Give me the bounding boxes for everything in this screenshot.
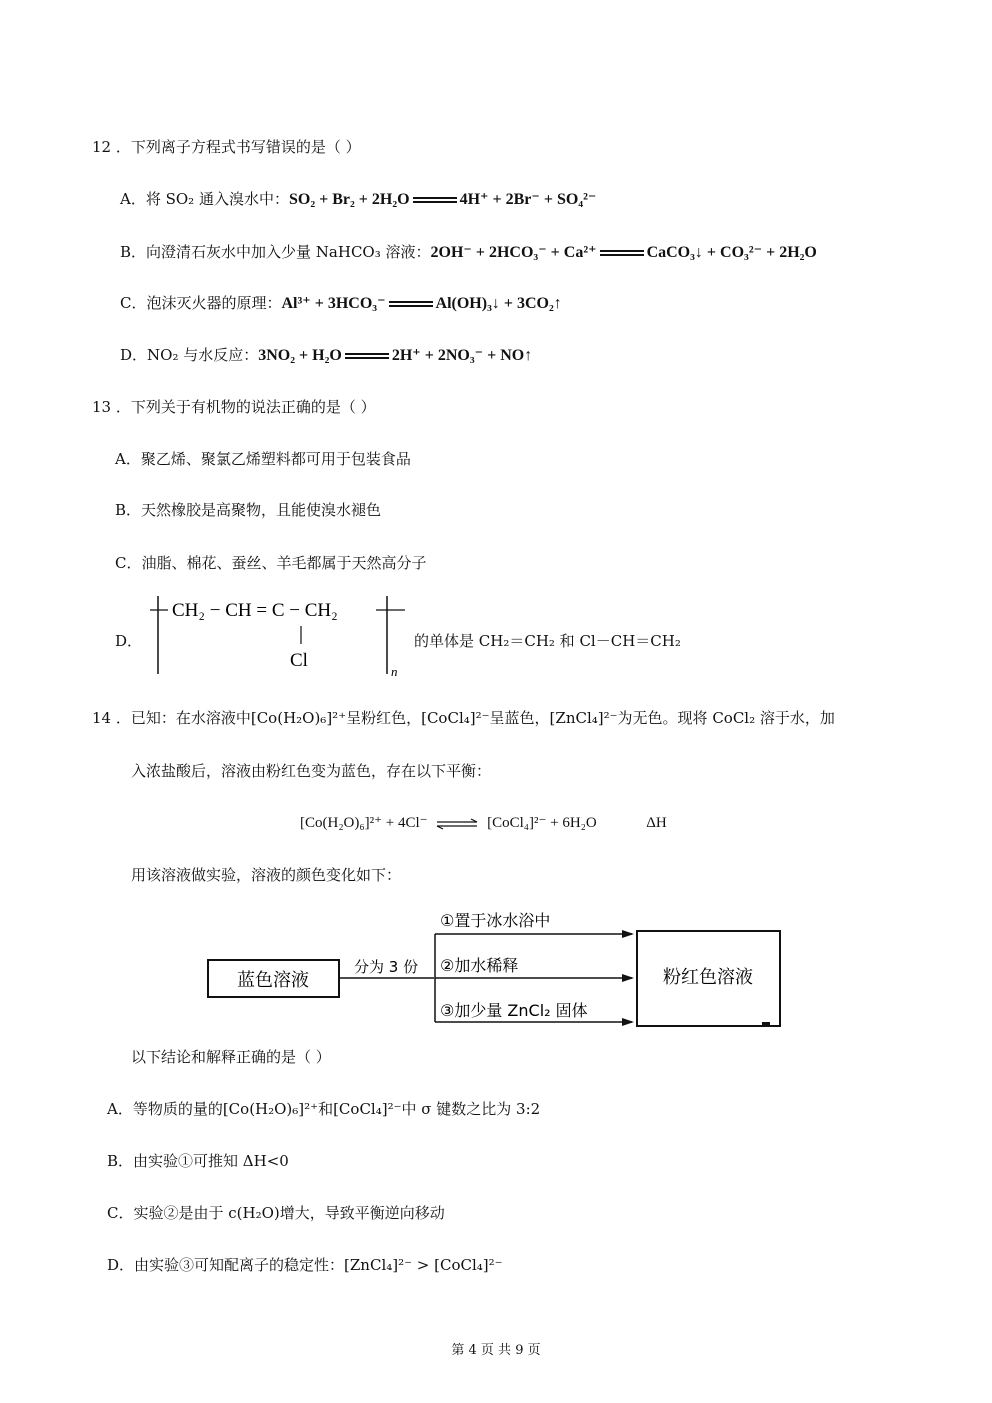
branch-1-label: ①置于冰水浴中	[440, 911, 551, 930]
end-box	[637, 931, 780, 1026]
q13-stem: 13 ．下列关于有机物的说法正确的是（ ）	[92, 398, 376, 416]
polymer-n: n	[391, 664, 398, 679]
q14-option-c: C．实验②是由于 c(H₂O)增大，导致平衡逆向移动	[107, 1204, 445, 1222]
q12-option-d	[120, 345, 532, 366]
q12-option-c	[120, 293, 562, 314]
q13-d-label: D．	[115, 632, 143, 650]
polymer-chain: CH₂ − CH = C − CH₂	[172, 600, 338, 621]
q12-c-eq-right: Al(OH)₃↓ + 3CO₂↑	[435, 295, 562, 312]
equilibrium-right: [CoCl₄]²⁻ + 6H₂O	[487, 815, 597, 831]
q12-option-b	[120, 242, 817, 263]
q12-b-eq-left: 2OH⁻ + 2HCO₃⁻ + Ca²⁺	[430, 244, 597, 261]
polymer-substituent: Cl	[290, 650, 308, 671]
q12-d-eq-left: 3NO₂ + H₂O	[258, 347, 342, 364]
equilibrium-arrow-icon	[435, 818, 479, 830]
equals-arrow	[413, 195, 457, 205]
branch-3-label: ③加少量 ZnCl₂ 固体	[440, 1001, 588, 1020]
q12-d-text: D．NO₂ 与水反应：	[120, 346, 259, 364]
equals-arrow	[345, 351, 389, 361]
q14-stem-line1: 14 ．已知：在水溶液中[Co(H₂O)₆]²⁺呈粉红色，[CoCl₄]²⁻呈蓝色，[ZnCl₄]²⁻为无色。现将 CoCl₂ 溶于水，加	[92, 709, 835, 727]
q14-question: 以下结论和解释正确的是（ ）	[131, 1048, 331, 1066]
equals-arrow	[389, 299, 433, 309]
q12-a-eq-left: SO₂ + Br₂ + 2H₂O	[288, 191, 410, 208]
q12-stem: 12 ．下列离子方程式书写错误的是（ ）	[92, 138, 361, 156]
polymer-structure	[150, 590, 420, 680]
q12-c-text: C．泡沫灭火器的原理：	[120, 294, 282, 312]
start-box-label: 蓝色溶液	[237, 970, 309, 991]
equilibrium-dh: ΔH	[646, 815, 667, 831]
q13-option-c: C．油脂、棉花、蚕丝、羊毛都属于天然高分子	[115, 554, 427, 572]
q13-option-b: B．天然橡胶是高聚物，且能使溴水褪色	[115, 501, 382, 519]
q14-option-b: B．由实验①可推知 ΔH<0	[107, 1152, 289, 1170]
split-label: 分为 3 份	[354, 958, 419, 976]
q13-d-suffix: 的单体是 CH₂＝CH₂ 和 Cl－CH＝CH₂	[414, 632, 681, 650]
q12-b-text: B．向澄清石灰水中加入少量 NaHCO₃ 溶液：	[120, 243, 431, 261]
end-box-label: 粉红色溶液	[663, 967, 753, 988]
q12-b-eq-right: CaCO₃↓ + CO₃²⁻ + 2H₂O	[646, 244, 817, 261]
q12-c-eq-left: Al³⁺ + 3HCO₃⁻	[281, 295, 386, 312]
q14-experiment-intro: 用该溶液做实验，溶液的颜色变化如下：	[131, 866, 402, 884]
q14-option-a: A．等物质的量的[Co(H₂O)₆]²⁺和[CoCl₄]²⁻中 σ 键数之比为 3:2	[107, 1100, 541, 1118]
q14-option-d: D．由实验③可知配离子的稳定性：[ZnCl₄]²⁻ > [CoCl₄]²⁻	[107, 1256, 503, 1274]
equilibrium-left: [Co(H₂O)₆]²⁺ + 4Cl⁻	[300, 815, 428, 831]
q13-option-a: A．聚乙烯、聚氯乙烯塑料都可用于包装食品	[115, 450, 411, 468]
q12-option-a	[120, 189, 596, 210]
q12-a-eq-right: 4H⁺ + 2Br⁻ + SO₄²⁻	[459, 191, 597, 208]
start-box	[208, 960, 339, 997]
q12-d-eq-right: 2H⁺ + 2NO₃⁻ + NO↑	[391, 347, 533, 364]
branch-2-label: ②加水稀释	[440, 956, 519, 975]
q14-stem-line2: 入浓盐酸后，溶液由粉红色变为蓝色，存在以下平衡：	[131, 762, 492, 780]
q14-equilibrium	[300, 813, 667, 833]
page-footer: 第 4 页 共 9 页	[451, 1343, 541, 1358]
equals-arrow	[600, 248, 644, 258]
q12-a-text: A．将 SO₂ 通入溴水中：	[120, 190, 289, 208]
